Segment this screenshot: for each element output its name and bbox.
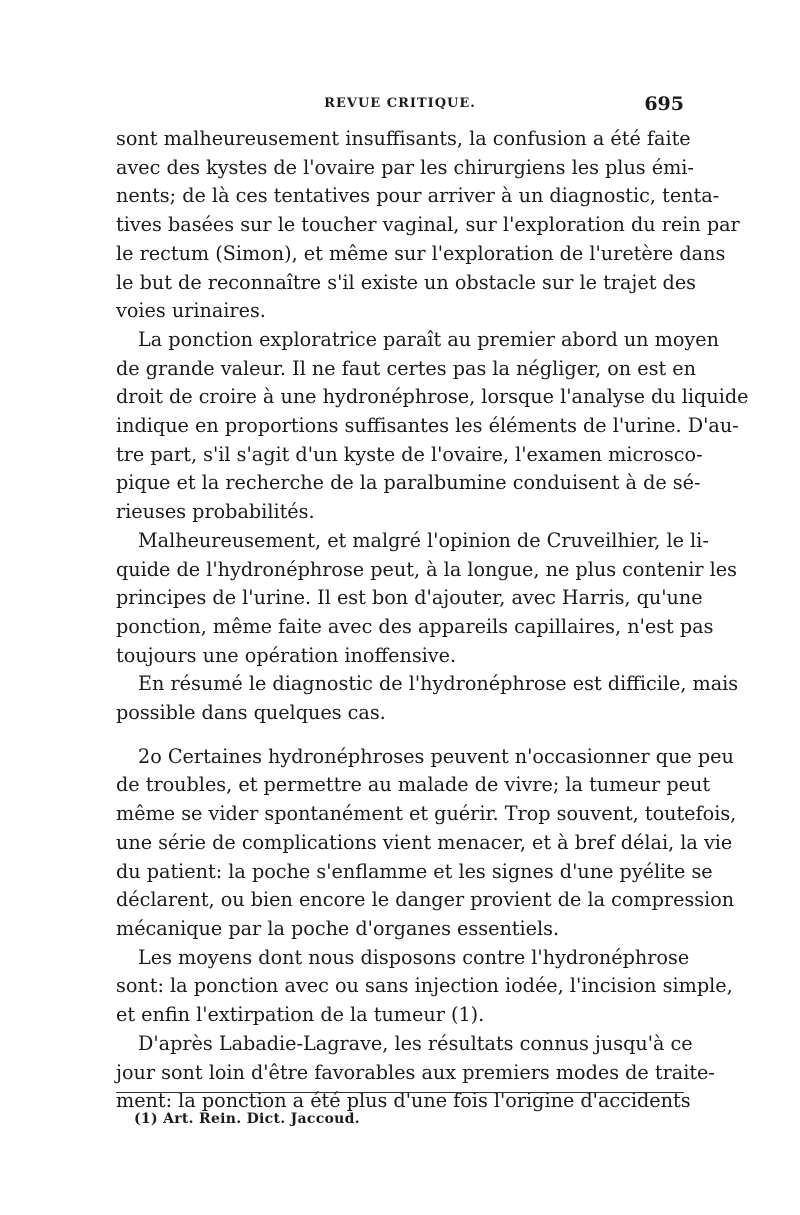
text-line: jour sont loin d'être favorables aux premiers modes de traite- bbox=[116, 1060, 715, 1084]
text-line: sont malheureusement insuffisants, la confusion a été faite bbox=[116, 127, 691, 150]
text-line: rieuses probabilités. bbox=[116, 500, 315, 524]
text-line: principes de l'urine. Il est bon d'ajouter, avec Harris, qu'une bbox=[116, 586, 703, 610]
text-line: La ponction exploratrice paraît au premier abord un moyen bbox=[138, 327, 719, 351]
text-line: toujours une opération inoffensive. bbox=[116, 643, 457, 667]
text-line: déclarent, ou bien encore le danger provient de la compression bbox=[116, 888, 735, 912]
text-line: Les moyens dont nous disposons contre l'hydronéphrose bbox=[138, 945, 690, 969]
text-line: le rectum (Simon), et même sur l'exploration de l'uretère dans bbox=[116, 241, 726, 265]
text-line: droit de croire à une hydronéphrose, lorsque l'analyse du liquide bbox=[116, 385, 749, 409]
text-line: nents; de là ces tentatives pour arriver à un diagnostic, tenta- bbox=[116, 184, 720, 208]
text-line: ment: la ponction a été plus d'une fois l'origine d'accidents bbox=[116, 1089, 691, 1113]
text-line: tives basées sur le toucher vaginal, sur l'exploration du rein par bbox=[116, 213, 740, 237]
section-gap bbox=[116, 728, 684, 743]
text-line: de troubles, et permettre au malade de vivre; la tumeur peut bbox=[116, 773, 711, 797]
text-line: de grande valeur. Il ne faut certes pas la négliger, on est en bbox=[116, 356, 696, 380]
text-line: indique en proportions suffisantes les éléments de l'urine. D'au- bbox=[116, 414, 739, 438]
page-header bbox=[116, 93, 684, 120]
text-line: ponction, même faite avec des appareils capillaires, n'est pas bbox=[116, 614, 714, 638]
page-number: 695 bbox=[644, 93, 684, 115]
text-line: pique et la recherche de la paralbumine conduisent à de sé- bbox=[116, 471, 701, 495]
text-line: possible dans quelques cas. bbox=[116, 701, 386, 725]
text-line: En résumé le diagnostic de l'hydronéphrose est difficile, mais bbox=[138, 672, 739, 696]
text-line: le but de reconnaître s'il existe un obstacle sur le trajet des bbox=[116, 270, 697, 294]
footnote-rule bbox=[116, 1092, 684, 1093]
running-head: REVUE CRITIQUE. bbox=[324, 96, 476, 111]
text-line: avec des kystes de l'ovaire par les chirurgiens les plus émi- bbox=[116, 155, 694, 179]
text-line: sont: la ponction avec ou sans injection iodée, l'incision simple, bbox=[116, 974, 733, 998]
text-line: voies urinaires. bbox=[116, 299, 266, 323]
text-line: tre part, s'il s'agit d'un kyste de l'ovaire, l'examen microsco- bbox=[116, 442, 703, 466]
text-line: 2o Certaines hydronéphroses peuvent n'occasionner que peu bbox=[138, 744, 734, 768]
text-line: une série de complications vient menacer, et à bref délai, la vie bbox=[116, 830, 733, 854]
text-line: et enfin l'extirpation de la tumeur (1). bbox=[116, 1003, 485, 1027]
text-line: mécanique par la poche d'organes essentiels. bbox=[116, 916, 560, 940]
text-line: quide de l'hydronéphrose peut, à la longue, ne plus contenir les bbox=[116, 557, 737, 581]
text-line: du patient: la poche s'enflamme et les signes d'une pyélite se bbox=[116, 859, 713, 883]
text-line: même se vider spontanément et guérir. Trop souvent, toutefois, bbox=[116, 802, 737, 826]
text-line: D'après Labadie-Lagrave, les résultats connus jusqu'à ce bbox=[138, 1031, 693, 1055]
text-line: Malheureusement, et malgré l'opinion de Cruveilhier, le li- bbox=[138, 528, 709, 552]
body-text bbox=[116, 125, 749, 1116]
footnote: (1) Art. Rein. Dict. Jaccoud. bbox=[134, 1111, 360, 1127]
